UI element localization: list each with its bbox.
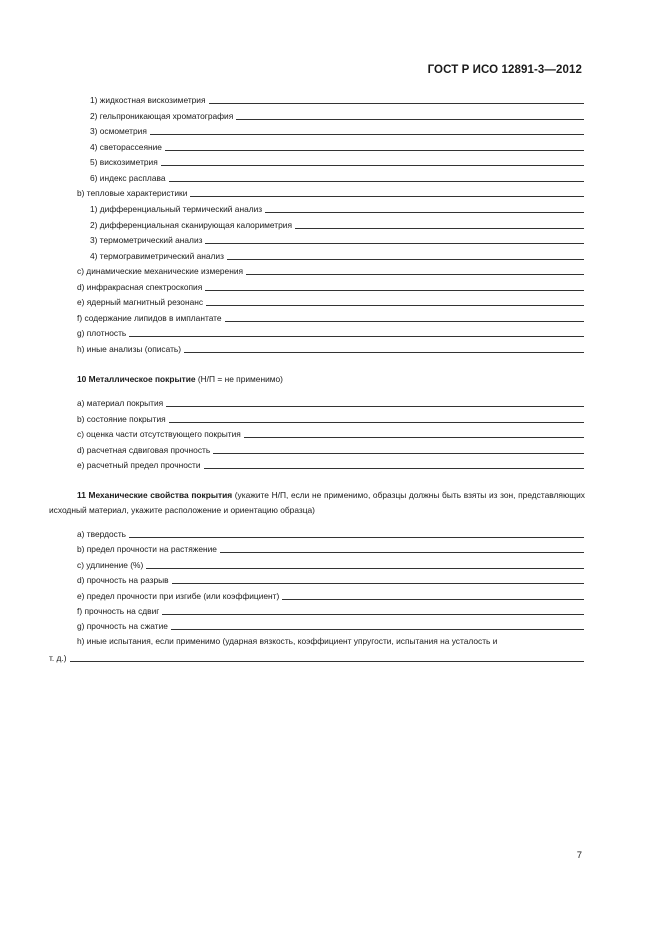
form-line <box>77 445 584 455</box>
form-line-label: f) прочность на сдвиг <box>77 606 160 616</box>
section-11-heading: 11 Механические свойства покрытия <box>77 490 233 500</box>
blank-field[interactable] <box>166 398 584 407</box>
blank-field[interactable] <box>213 445 584 454</box>
form-line-label: g) плотность <box>77 328 127 338</box>
blank-field[interactable] <box>172 575 584 584</box>
blank-field[interactable] <box>205 235 584 244</box>
form-line <box>90 204 584 214</box>
form-line-label: g) прочность на сжатие <box>77 621 168 631</box>
form-line <box>90 126 584 136</box>
form-line <box>77 591 584 601</box>
blank-field[interactable] <box>205 282 584 291</box>
form-line-h <box>77 636 584 646</box>
form-line-label: h) иные испытания, если применимо (ударная вязкость, коэффициент упругости, испытания на усталость и <box>77 636 498 646</box>
form-line-label: 1) дифференциальный термический анализ <box>90 204 263 214</box>
page-number: 7 <box>576 850 582 861</box>
form-line <box>77 575 584 585</box>
form-line-label: e) ядерный магнитный резонанс <box>77 297 204 307</box>
form-line <box>90 157 584 167</box>
section-11-note: (укажите Н/П, если не применимо, образцы должны быть взяты из зон, представляющих исходный материал, укажите расположение и ориентацию образца) <box>49 490 585 515</box>
form-line-label: h) иные анализы (описать) <box>77 344 182 354</box>
form-line <box>77 621 584 631</box>
form-line <box>77 606 584 616</box>
blank-field[interactable] <box>282 591 584 600</box>
blank-field[interactable] <box>184 344 584 353</box>
form-line <box>77 344 584 354</box>
blank-field[interactable] <box>171 621 584 630</box>
form-line <box>90 142 584 152</box>
form-line-label: d) расчетная сдвиговая прочность <box>77 445 211 455</box>
form-line <box>77 188 584 198</box>
form-line <box>77 529 584 539</box>
blank-field[interactable] <box>227 251 584 260</box>
form-line-label: 3) термометрический анализ <box>90 235 203 245</box>
blank-field[interactable] <box>220 544 584 553</box>
form-line <box>90 251 584 261</box>
blank-field[interactable] <box>162 606 584 615</box>
form-line-label: f) содержание липидов в имплантате <box>77 313 222 323</box>
form-line <box>77 297 584 307</box>
form-line-label: c) удлинение (%) <box>77 560 144 570</box>
blank-field[interactable] <box>150 126 584 135</box>
section-10-heading: 10 Металлическое покрытие <box>77 374 196 384</box>
form-line <box>90 235 584 245</box>
form-line <box>77 429 584 439</box>
form-line-label: d) прочность на разрыв <box>77 575 169 585</box>
blank-field[interactable] <box>265 204 584 213</box>
form-line <box>90 111 584 121</box>
form-line-label: 2) гельпроникающая хроматография <box>90 111 234 121</box>
blank-field[interactable] <box>70 653 584 662</box>
form-line-label: 2) дифференциальная сканирующая калориметрия <box>90 220 293 230</box>
form-line <box>77 560 584 570</box>
form-line-label: e) предел прочности при изгибе (или коэффициент) <box>77 591 280 601</box>
blank-field[interactable] <box>209 95 584 104</box>
blank-field[interactable] <box>295 220 584 229</box>
form-line-label: 5) вискозиметрия <box>90 157 158 167</box>
form-line <box>90 173 584 183</box>
form-line <box>77 328 584 338</box>
form-line-label: 4) термогравиметрический анализ <box>90 251 224 261</box>
form-line <box>90 220 584 230</box>
section-10-title <box>77 374 283 384</box>
form-line-label: d) инфракрасная спектроскопия <box>77 282 203 292</box>
form-line <box>77 313 584 323</box>
blank-field[interactable] <box>146 560 584 569</box>
form-line <box>77 460 584 470</box>
form-line <box>49 653 584 663</box>
form-line-label: 3) осмометрия <box>90 126 147 136</box>
form-line <box>77 266 584 276</box>
form-line <box>77 398 584 408</box>
form-line <box>77 414 584 424</box>
blank-field[interactable] <box>165 142 584 151</box>
section-11-title <box>49 488 585 518</box>
form-line-label: c) оценка части отсутствующего покрытия <box>77 429 241 439</box>
form-line <box>90 95 584 105</box>
form-line <box>77 544 584 554</box>
form-line-label: b) предел прочности на растяжение <box>77 544 217 554</box>
blank-field[interactable] <box>161 157 584 166</box>
form-line-label: a) материал покрытия <box>77 398 164 408</box>
blank-field[interactable] <box>204 460 584 469</box>
form-line-label: c) динамические механические измерения <box>77 266 244 276</box>
form-line-label: 1) жидкостная вискозиметрия <box>90 95 206 105</box>
form-line-label: 6) индекс расплава <box>90 173 166 183</box>
form-line-label: b) тепловые характеристики <box>77 188 188 198</box>
form-line-label: b) состояние покрытия <box>77 414 166 424</box>
form-line-label: 4) светорассеяние <box>90 142 162 152</box>
blank-field[interactable] <box>244 429 584 438</box>
blank-field[interactable] <box>225 313 584 322</box>
blank-field[interactable] <box>246 266 584 275</box>
form-line-label: e) расчетный предел прочности <box>77 460 201 470</box>
blank-field[interactable] <box>206 297 584 306</box>
standard-header: ГОСТ Р ИСО 12891-3—2012 <box>427 64 582 76</box>
blank-field[interactable] <box>169 414 584 423</box>
section-10-note: (Н/П = не применимо) <box>195 374 283 384</box>
blank-field[interactable] <box>129 328 584 337</box>
form-line <box>77 282 584 292</box>
blank-field[interactable] <box>236 111 584 120</box>
blank-field[interactable] <box>190 188 584 197</box>
blank-field[interactable] <box>169 173 585 182</box>
blank-field[interactable] <box>129 529 584 538</box>
form-line-label: a) твердость <box>77 529 127 539</box>
form-line-label: т. д.) <box>49 653 67 663</box>
